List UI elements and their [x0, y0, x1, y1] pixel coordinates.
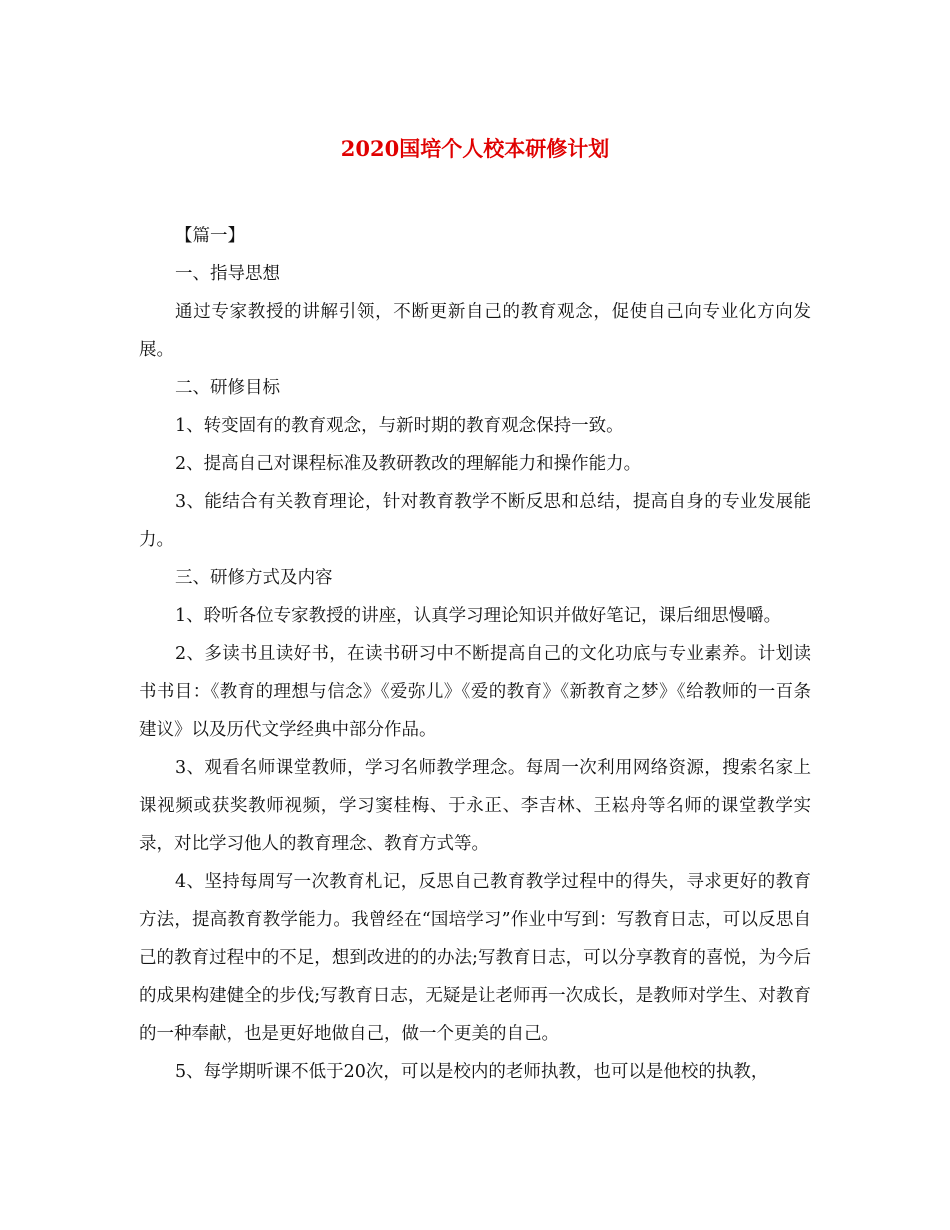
- paragraph: 2、提高自己对课程标准及教研教改的理解能力和操作能力。: [175, 454, 642, 474]
- paragraph: 1、转变固有的教育观念，与新时期的教育观念保持一致。: [175, 416, 624, 436]
- heading-training-goals: 二、研修目标: [175, 378, 280, 398]
- paragraph: 通过专家教授的讲解引领，不断更新自己的教育观念，促使自己向专业化方向发展。: [139, 302, 811, 360]
- heading-methods-content: 三、研修方式及内容: [175, 568, 333, 588]
- document-title: 2020国培个人校本研修计划: [340, 136, 610, 161]
- paragraph: 1、聆听各位专家教授的讲座，认真学习理论知识并做好笔记，课后细思慢嚼。: [175, 606, 782, 626]
- heading-guiding-ideology: 一、指导思想: [175, 264, 280, 284]
- paragraph: 3、能结合有关教育理论，针对教育教学不断反思和总结，提高自身的专业发展能力。: [139, 492, 811, 550]
- paragraph: 3、观看名师课堂教师，学习名师教学理念。每周一次利用网络资源，搜索名家上课视频或获奖教师视频，学习窦桂梅、于永正、李吉林、王崧舟等名师的课堂教学实录，对比学习他人的教育理念、教育方式等。: [139, 758, 811, 854]
- section-marker: 【篇一】: [175, 226, 245, 246]
- document-body: [139, 217, 811, 1091]
- paragraph: 5、每学期听课不低于20次，可以是校内的老师执教，也可以是他校的执教，: [175, 1062, 769, 1082]
- paragraph: 2、多读书且读好书，在读书研习中不断提高自己的文化功底与专业素养。计划读书书目：《教育的理想与信念》《爱弥儿》《爱的教育》《新教育之梦》《给教师的一百条建议》以及历代文学经典中部分作品。: [139, 644, 811, 740]
- paragraph: 4、坚持每周写一次教育札记，反思自己教育教学过程中的得失，寻求更好的教育方法，提高教育教学能力。我曾经在“国培学习”作业中写到：写教育日志，可以反思自己的教育过程中的不足，想到改进的的办法;写教育日志，可以分享教育的喜悦，为今后的成果构建健全的步伐;写教育日志，无疑是让老师再一次成长，是教师对学生、对教育的一种奉献，也是更好地做自己，做一个更美的自己。: [139, 872, 811, 1044]
